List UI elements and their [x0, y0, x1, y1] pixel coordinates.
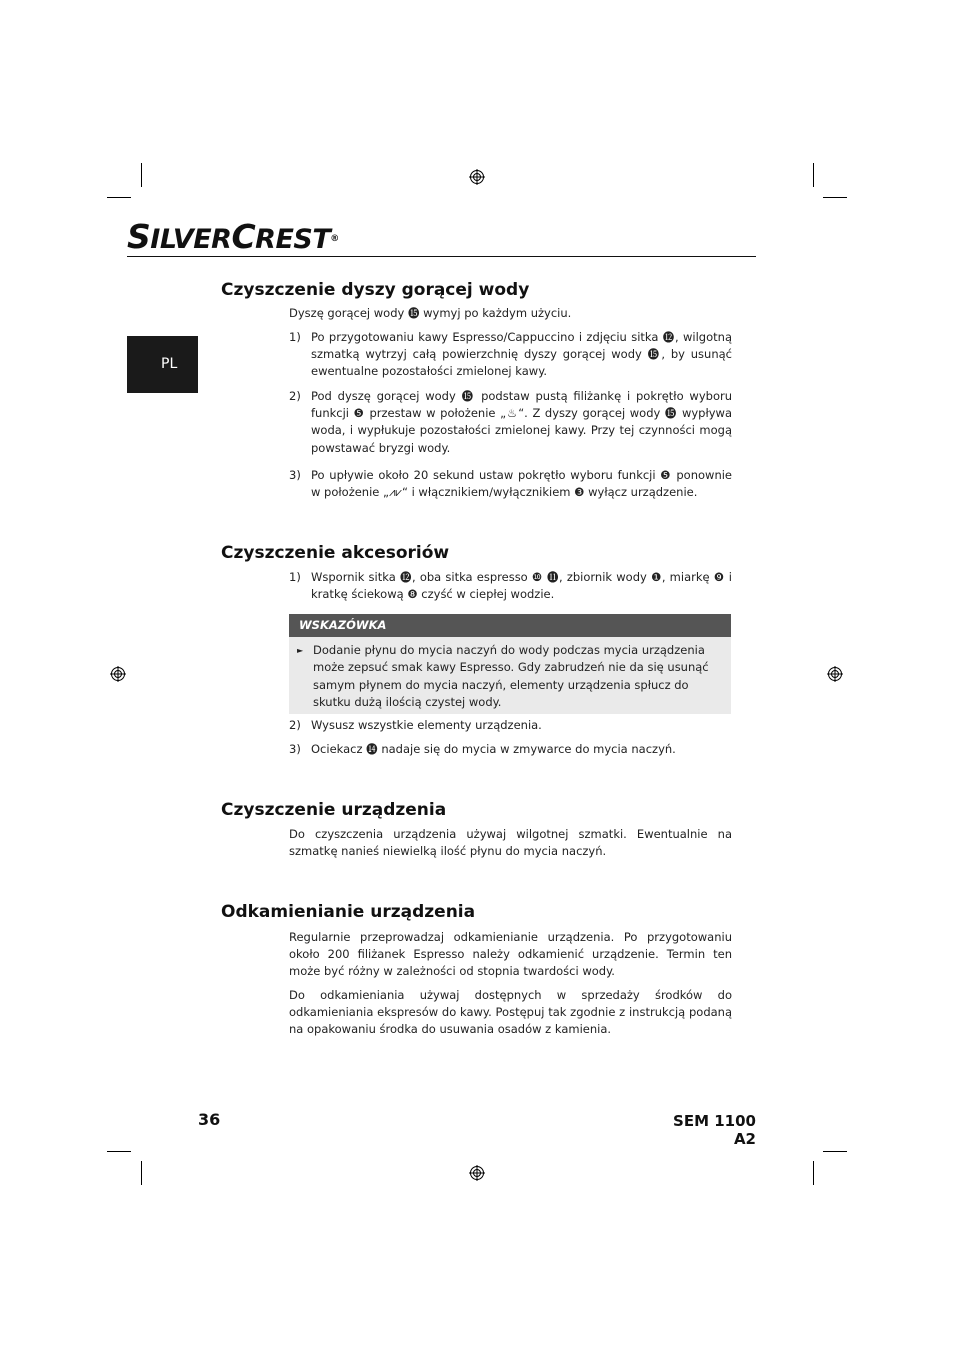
- crop-mark: [107, 1151, 131, 1152]
- language-tab: PL: [127, 336, 198, 393]
- crop-mark: [813, 163, 814, 187]
- crop-mark: [823, 1151, 847, 1152]
- registration-mark-icon: [110, 666, 126, 682]
- list-item-text: Po przygotowaniu kawy Espresso/Cappuccino i zdjęciu sitka ⓬, wilgotną szmatką wytrzyj całą powierzchnię dyszy gorącej wody ⓯, by usunąć ewentualne pozostałości zmielonej kawy.: [311, 330, 732, 379]
- note-header: WSKAZÓWKA: [289, 614, 731, 637]
- brand-logo: SILVERCREST®: [127, 217, 339, 256]
- list-item: [289, 569, 732, 603]
- bullet-arrow-icon: ►: [297, 646, 304, 655]
- page-number: 36: [198, 1110, 221, 1129]
- list-number: 1): [289, 330, 301, 344]
- list-number: 1): [289, 570, 301, 584]
- list-item: [289, 717, 732, 734]
- paragraph: Do odkamieniania używaj dostępnych w sprzedaży środków do odkamieniania ekspresów do kawy. Postępuj tak zgodnie z instrukcją podaną na opakowaniu środka do usuwania osadów z kamienia.: [289, 988, 732, 1037]
- list-number: 3): [289, 742, 301, 756]
- list-number: 2): [289, 718, 301, 732]
- list-number: 3): [289, 468, 301, 482]
- list-item-text: Pod dyszę gorącej wody ⓯ podstaw pustą filiżankę i pokrętło wyboru funkcji ❺ przestaw w położenie „♨“. Z dyszy gorącej wody ⓯ wypływa woda, i wypłukuje pozostałości zmielonej kawy. Przy tej czynności mogą powstawać bryzgi wody.: [311, 389, 732, 455]
- registration-mark-icon: [827, 666, 843, 682]
- crop-mark: [141, 1161, 142, 1185]
- list-item: [289, 388, 732, 457]
- paragraph: Regularnie przeprowadzaj odkamienianie urządzenia. Po przygotowaniu około 200 filiżanek Espresso należy odkamienić urządzenie. Termin ten może być różny w zależności od stopnia twardości wody.: [289, 930, 732, 979]
- paragraph: Do czyszczenia urządzenia używaj wilgotnej szmatki. Ewentualnie na szmatkę nanieś niewielką ilość płynu do mycia naczyń.: [289, 827, 732, 859]
- section-heading: Czyszczenie dyszy gorącej wody: [221, 280, 530, 300]
- section-heading: Odkamienianie urządzenia: [221, 902, 476, 922]
- crop-mark: [141, 163, 142, 187]
- list-item-text: Ociekacz ⓮ nadaje się do mycia w zmywarce do mycia naczyń.: [311, 742, 676, 756]
- crop-mark: [107, 197, 131, 198]
- registration-mark-icon: [469, 169, 485, 185]
- crop-mark: [813, 1161, 814, 1185]
- list-item: [289, 741, 732, 758]
- section-heading: Czyszczenie akcesoriów: [221, 543, 450, 563]
- paragraph: Dyszę gorącej wody ⓯ wymyj po każdym użyciu.: [289, 306, 572, 320]
- model-number: SEM 1100 A2: [673, 1112, 756, 1148]
- list-number: 2): [289, 389, 301, 403]
- note-text: Dodanie płynu do mycia naczyń do wody podczas mycia urządzenia może zepsuć smak kawy Espresso. Gdy zabrudzeń nie da się usunąć samym płynem do mycia naczyń, elementy urządzenia spłucz do skutku dużą ilością czystej wody.: [313, 643, 709, 709]
- registration-mark-icon: [469, 1165, 485, 1181]
- crop-mark: [823, 197, 847, 198]
- list-item: [289, 467, 732, 501]
- list-item-text: Wysusz wszystkie elementy urządzenia.: [311, 718, 542, 732]
- list-item-text: Wspornik sitka ⓬, oba sitka espresso ❿ ⓫, zbiornik wody ❶, miarkę ❾ i kratkę ściekową ❽ czyść w ciepłej wodzie.: [311, 570, 732, 602]
- section-heading: Czyszczenie urządzenia: [221, 800, 447, 820]
- header-divider: [127, 256, 756, 257]
- list-item-text: Po upływie około 20 sekund ustaw pokrętło wyboru funkcji ❺ ponownie w położenie „⩘⩗“ i włącznikiem/wyłącznikiem ❸ wyłącz urządzenie.: [311, 468, 732, 500]
- list-item: [289, 329, 732, 381]
